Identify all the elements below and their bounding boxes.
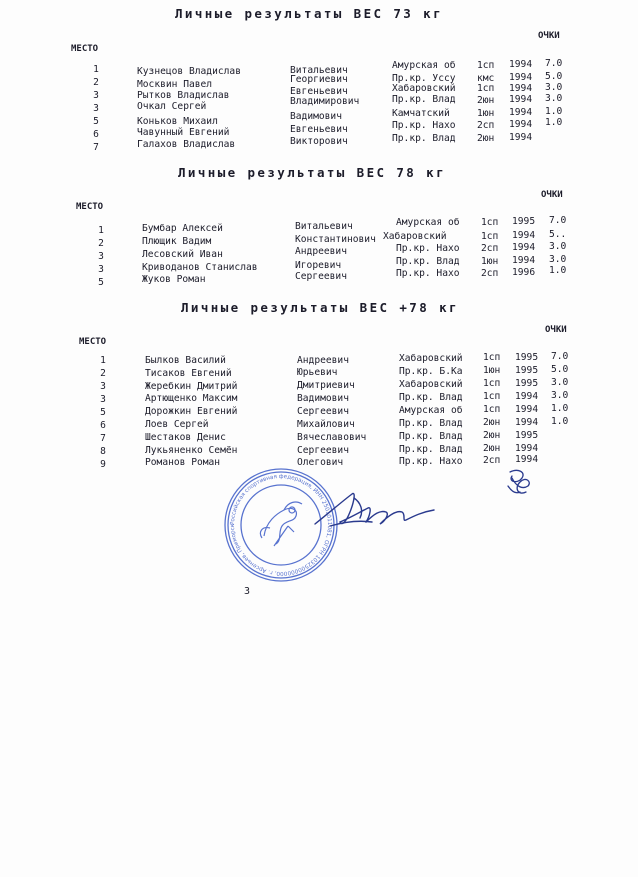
points-cell: 3.0 [551, 377, 569, 388]
year-cell: 1994 [515, 391, 539, 402]
athlete-patronymic: Константинович [295, 234, 376, 245]
points-cell: 7.0 [549, 215, 567, 226]
place-cell: 3 [98, 264, 104, 275]
athlete-patronymic: Вячеславович [297, 432, 367, 443]
points-header: ОЧКИ [545, 325, 567, 335]
section-title: Личные результаты ВЕС +78 кг [181, 300, 459, 315]
athlete-name: Артющенко Максим [145, 393, 238, 404]
rank-cell: 1сп [483, 404, 501, 415]
year-cell: 1994 [515, 443, 539, 454]
athlete-patronymic: Георгиевич [290, 74, 348, 85]
region-cell: Пр.кр. Нахо [392, 120, 456, 131]
year-cell: 1995 [515, 365, 539, 376]
year-cell: 1995 [515, 352, 539, 363]
year-cell: 1994 [515, 454, 539, 465]
rank-cell: 1сп [483, 352, 501, 363]
place-cell: 6 [100, 420, 106, 431]
year-cell: 1994 [509, 83, 533, 94]
athlete-name: Плющик Вадим [142, 236, 212, 247]
points-cell: 5.0 [545, 71, 563, 82]
region-cell: Пр.кр. Уссу [392, 73, 456, 84]
athlete-patronymic: Олегович [297, 457, 344, 468]
athlete-patronymic: Евгеньевич [290, 124, 348, 135]
initials-signature [500, 466, 536, 504]
athlete-name: Тисаков Евгений [145, 368, 232, 379]
year-cell: 1995 [515, 430, 539, 441]
place-cell: 2 [93, 77, 99, 88]
points-cell: 7.0 [545, 58, 563, 69]
athlete-patronymic: Сергеевич [297, 406, 349, 417]
place-cell: 7 [100, 433, 106, 444]
rank-cell: 1сп [477, 60, 495, 71]
place-header: МЕСТО [71, 44, 99, 54]
section-title: Личные результаты ВЕС 78 кг [178, 165, 446, 180]
athlete-name: Рытков Владислав [137, 90, 230, 101]
points-cell: 1.0 [551, 403, 569, 414]
year-cell: 1995 [515, 378, 539, 389]
region-cell: Хабаровский [392, 83, 456, 94]
place-cell: 5 [100, 407, 106, 418]
place-cell: 2 [98, 238, 104, 249]
year-cell: 1996 [512, 267, 536, 278]
rank-cell: 1юн [481, 256, 499, 267]
athlete-name: Лесовский Иван [142, 249, 223, 260]
place-cell: 8 [100, 446, 106, 457]
athlete-name: Дорожкин Евгений [145, 406, 238, 417]
year-cell: 1994 [515, 417, 539, 428]
athlete-patronymic: Витальевич [290, 65, 348, 76]
athlete-patronymic: Юрьевич [297, 367, 338, 378]
athlete-name: Лукьяненко Семён [145, 445, 238, 456]
rank-cell: 1юн [477, 108, 495, 119]
page-number: 3 [244, 586, 251, 597]
points-cell: 7.0 [551, 351, 569, 362]
athlete-name: Кузнецов Владислав [137, 66, 241, 77]
year-cell: 1994 [509, 59, 533, 70]
rank-cell: 2юн [483, 417, 501, 428]
athlete-patronymic: Андреевич [297, 355, 349, 366]
athlete-patronymic: Сергеевич [295, 271, 347, 282]
region-cell: Пр.кр. Нахо [399, 456, 463, 467]
region-cell: Амурская об [392, 60, 456, 71]
points-header: ОЧКИ [538, 31, 560, 41]
points-cell: 5.0 [551, 364, 569, 375]
athlete-name: Чавунный Евгений [137, 127, 230, 138]
athlete-patronymic: Витальевич [295, 221, 353, 232]
year-cell: 1994 [515, 404, 539, 415]
place-cell: 3 [98, 251, 104, 262]
rank-cell: 2юн [477, 133, 495, 144]
place-cell: 2 [100, 368, 106, 379]
region-cell: Пр.кр. Влад [392, 94, 456, 105]
year-cell: 1994 [509, 72, 533, 83]
region-cell: Пр.кр. Нахо [396, 268, 460, 279]
region-cell: Пр.кр. Влад [399, 392, 463, 403]
points-cell: 1.0 [545, 106, 563, 117]
athlete-name: Галахов Владислав [137, 139, 236, 150]
rank-cell: 2юн [483, 430, 501, 441]
region-cell: Пр.кр. Влад [399, 431, 463, 442]
athlete-name: Былков Василий [145, 355, 226, 366]
year-cell: 1994 [509, 107, 533, 118]
year-cell: 1994 [509, 132, 533, 143]
rank-cell: кмс [477, 73, 495, 84]
place-cell: 5 [98, 277, 104, 288]
region-cell: Камчатский [392, 108, 450, 119]
place-cell: 6 [93, 129, 99, 140]
place-header: МЕСТО [79, 337, 107, 347]
athlete-name: Жеребкин Дмитрий [145, 381, 238, 392]
points-cell: 3.0 [549, 254, 567, 265]
athlete-name: Москвин Павел [137, 79, 213, 90]
athlete-patronymic: Сергеевич [297, 445, 349, 456]
signature [310, 482, 440, 546]
rank-cell: 2юн [483, 443, 501, 454]
athlete-patronymic: Дмитриевич [297, 380, 355, 391]
place-cell: 1 [100, 355, 106, 366]
points-cell: 1.0 [549, 265, 567, 276]
athlete-name: Романов Роман [145, 457, 221, 468]
region-cell: Пр.кр. Влад [396, 256, 460, 267]
points-cell: 1.0 [551, 416, 569, 427]
place-cell: 3 [93, 103, 99, 114]
region-cell: Пр.кр. Б.Ка [399, 366, 463, 377]
points-cell: 5.. [549, 229, 567, 240]
place-cell: 7 [93, 142, 99, 153]
region-cell: Амурская об [399, 405, 463, 416]
year-cell: 1994 [512, 230, 536, 241]
rank-cell: 1сп [481, 217, 499, 228]
region-cell: Хабаровский [383, 231, 447, 242]
place-cell: 3 [100, 381, 106, 392]
athlete-patronymic: Викторович [290, 136, 348, 147]
year-cell: 1994 [512, 242, 536, 253]
year-cell: 1994 [512, 255, 536, 266]
athlete-name: Криводанов Станислав [142, 262, 258, 273]
section-title: Личные результаты ВЕС 73 кг [175, 6, 443, 21]
place-cell: 3 [93, 90, 99, 101]
place-cell: 5 [93, 116, 99, 127]
athlete-name: Очкал Сергей [137, 101, 207, 112]
athlete-patronymic: Андреевич [295, 246, 347, 257]
athlete-patronymic: Михайлович [297, 419, 355, 430]
region-cell: Хабаровский [399, 353, 463, 364]
rank-cell: 1сп [483, 378, 501, 389]
rank-cell: 1сп [477, 83, 495, 94]
athlete-name: Лоев Сергей [145, 419, 209, 430]
athlete-patronymic: Вадимович [297, 393, 349, 404]
athlete-name: Шестаков Денис [145, 432, 226, 443]
rank-cell: 1сп [483, 391, 501, 402]
points-cell: 3.0 [551, 390, 569, 401]
rank-cell: 1сп [481, 231, 499, 242]
year-cell: 1994 [509, 119, 533, 130]
place-cell: 1 [93, 64, 99, 75]
region-cell: Амурская об [396, 217, 460, 228]
region-cell: Пр.кр. Нахо [396, 243, 460, 254]
points-cell: 3.0 [545, 82, 563, 93]
rank-cell: 1юн [483, 365, 501, 376]
region-cell: Хабаровский [399, 379, 463, 390]
year-cell: 1995 [512, 216, 536, 227]
points-header: ОЧКИ [541, 190, 563, 200]
stamp-text: Российская спортивная федерация, ИНН 2501011081, ОГРН 1032500000000, г. Арсеньев, Приморск [229, 473, 333, 577]
athlete-patronymic: Владимирович [290, 96, 360, 107]
place-cell: 1 [98, 225, 104, 236]
athlete-name: Жуков Роман [142, 274, 206, 285]
place-cell: 3 [100, 394, 106, 405]
athlete-patronymic: Игоревич [295, 260, 342, 271]
place-cell: 9 [100, 459, 106, 470]
rank-cell: 2сп [477, 120, 495, 131]
year-cell: 1994 [509, 94, 533, 105]
region-cell: Пр.кр. Влад [399, 418, 463, 429]
athlete-patronymic: Вадимович [290, 111, 342, 122]
athlete-name: Коньков Михаил [137, 116, 218, 127]
points-cell: 3.0 [549, 241, 567, 252]
rank-cell: 2сп [481, 268, 499, 279]
region-cell: Пр.кр. Влад [392, 133, 456, 144]
athlete-name: Бумбар Алексей [142, 223, 223, 234]
rank-cell: 2сп [483, 455, 501, 466]
athlete-patronymic: Евгеньевич [290, 86, 348, 97]
region-cell: Пр.кр. Влад [399, 444, 463, 455]
place-header: МЕСТО [76, 202, 104, 212]
rank-cell: 2сп [481, 243, 499, 254]
points-cell: 1.0 [545, 117, 563, 128]
points-cell: 3.0 [545, 93, 563, 104]
rank-cell: 2юн [477, 95, 495, 106]
